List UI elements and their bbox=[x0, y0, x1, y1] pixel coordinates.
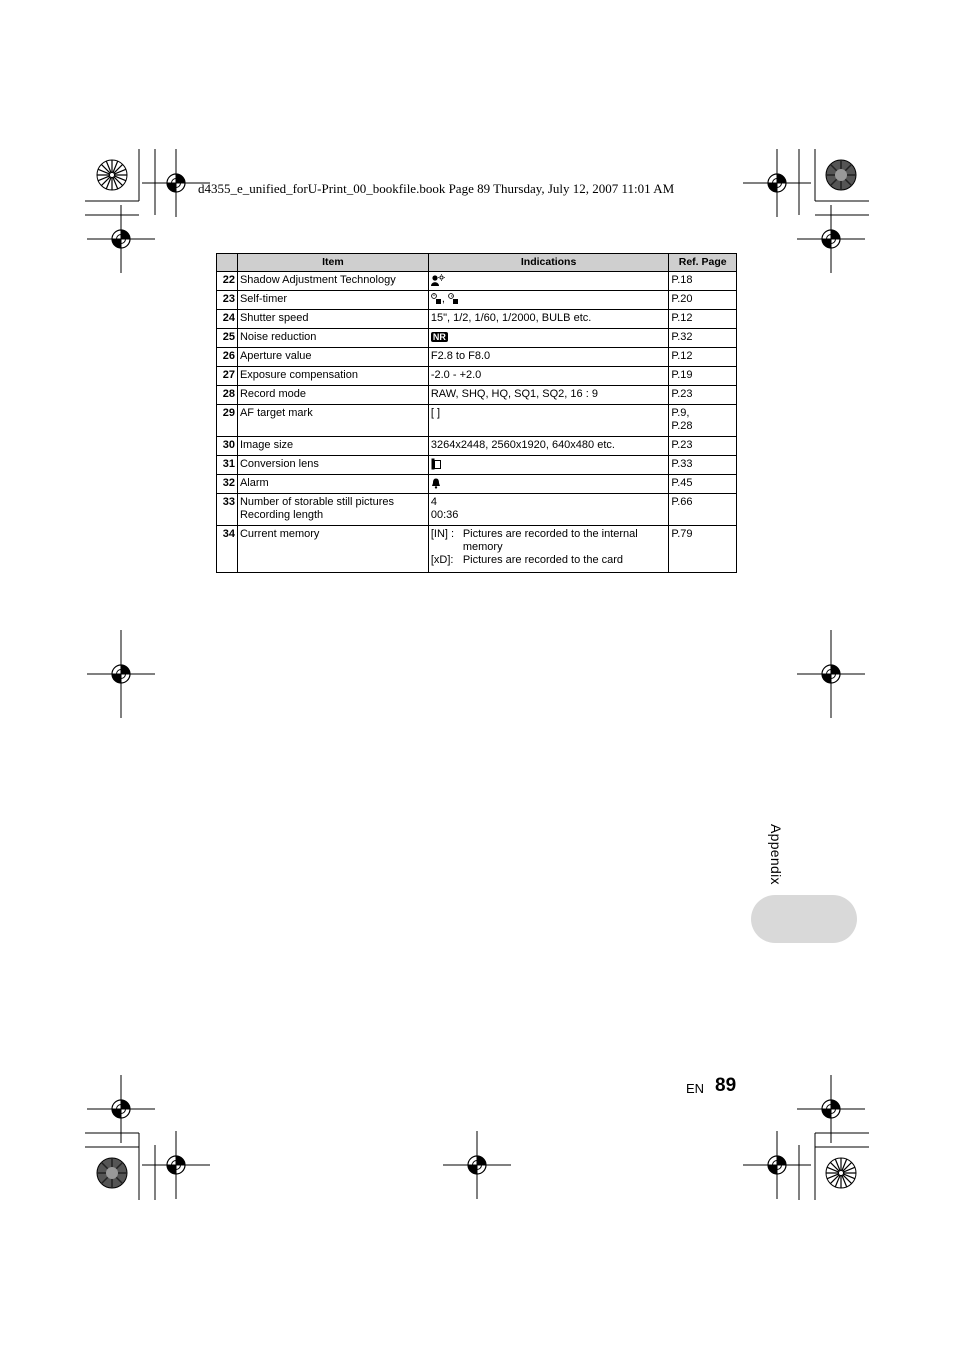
row-ref-page: P.79 bbox=[669, 526, 737, 573]
row-indication: 15", 1/2, 1/60, 1/2000, BULB etc. bbox=[428, 310, 668, 329]
row-ref-page: P.66 bbox=[669, 494, 737, 526]
row-number: 30 bbox=[217, 437, 238, 456]
row-number: 22 bbox=[217, 272, 238, 291]
row-item: AF target mark bbox=[237, 405, 428, 437]
row-indication: [ ] bbox=[428, 405, 668, 437]
row-number: 24 bbox=[217, 310, 238, 329]
print-header-line: d4355_e_unified_forU-Print_00_bookfile.book Page 89 Thursday, July 12, 2007 11:01 AM bbox=[198, 181, 675, 196]
row-ref-page: P.32 bbox=[669, 329, 737, 348]
row-ref-page: P.20 bbox=[669, 291, 737, 310]
row-indication bbox=[428, 475, 668, 494]
alarm-bell-icon bbox=[431, 478, 441, 489]
table-header-row bbox=[217, 254, 737, 272]
table-row bbox=[217, 494, 737, 526]
col-item-header: Item bbox=[237, 254, 428, 272]
row-item: Noise reduction bbox=[237, 329, 428, 348]
row-item: Self-timer bbox=[237, 291, 428, 310]
table-row bbox=[217, 405, 737, 437]
row-ref-page: P.12 bbox=[669, 310, 737, 329]
row-number: 28 bbox=[217, 386, 238, 405]
col-ref-header: Ref. Page bbox=[669, 254, 737, 272]
row-item: Exposure compensation bbox=[237, 367, 428, 386]
row-indication: , bbox=[428, 291, 668, 310]
col-indications-header: Indications bbox=[428, 254, 668, 272]
row-indication: 4 00:36 bbox=[428, 494, 668, 526]
row-number: 31 bbox=[217, 456, 238, 475]
row-ref-page: P.9, P.28 bbox=[669, 405, 737, 437]
table-row bbox=[217, 437, 737, 456]
memory-option: [xD]: Pictures are recorded to the card bbox=[430, 554, 624, 566]
row-ref-page: P.19 bbox=[669, 367, 737, 386]
row-indication: F2.8 to F8.0 bbox=[428, 348, 668, 367]
table-row bbox=[217, 475, 737, 494]
self-timer-icon bbox=[448, 293, 459, 305]
row-ref-page: P.45 bbox=[669, 475, 737, 494]
row-ref-page: P.12 bbox=[669, 348, 737, 367]
row-indication bbox=[428, 272, 668, 291]
row-indication bbox=[428, 526, 668, 573]
table-row bbox=[217, 310, 737, 329]
row-item: Number of storable still pictures Recording length bbox=[237, 494, 428, 526]
conversion-lens-icon bbox=[431, 458, 441, 470]
row-ref-page: P.18 bbox=[669, 272, 737, 291]
row-ref-page: P.33 bbox=[669, 456, 737, 475]
row-number: 26 bbox=[217, 348, 238, 367]
row-item: Shadow Adjustment Technology bbox=[237, 272, 428, 291]
table-row bbox=[217, 526, 737, 573]
row-indication bbox=[428, 456, 668, 475]
row-number: 27 bbox=[217, 367, 238, 386]
row-indication: -2.0 - +2.0 bbox=[428, 367, 668, 386]
row-number: 33 bbox=[217, 494, 238, 526]
row-ref-page: P.23 bbox=[669, 437, 737, 456]
row-number: 32 bbox=[217, 475, 238, 494]
section-tab bbox=[751, 895, 857, 943]
row-item: Conversion lens bbox=[237, 456, 428, 475]
row-item: Current memory bbox=[237, 526, 428, 573]
row-item: Record mode bbox=[237, 386, 428, 405]
table-row bbox=[217, 367, 737, 386]
row-number: 25 bbox=[217, 329, 238, 348]
shadow-adjustment-icon bbox=[431, 274, 445, 286]
page-language: EN bbox=[686, 1081, 705, 1096]
row-indication: RAW, SHQ, HQ, SQ1, SQ2, 16 : 9 bbox=[428, 386, 668, 405]
memory-option: [IN] : Pictures are recorded to the internal memory bbox=[430, 528, 638, 553]
row-number: 34 bbox=[217, 526, 238, 573]
col-num-header bbox=[217, 254, 238, 272]
table-row bbox=[217, 329, 737, 348]
table-row bbox=[217, 272, 737, 291]
table-row bbox=[217, 456, 737, 475]
table-row bbox=[217, 291, 737, 310]
table-row bbox=[217, 348, 737, 367]
row-ref-page: P.23 bbox=[669, 386, 737, 405]
page-number: 89 bbox=[715, 1075, 737, 1096]
row-item: Aperture value bbox=[237, 348, 428, 367]
row-item: Alarm bbox=[237, 475, 428, 494]
row-item: Shutter speed bbox=[237, 310, 428, 329]
section-tab-label: Appendix bbox=[768, 824, 784, 885]
row-number: 23 bbox=[217, 291, 238, 310]
row-number: 29 bbox=[217, 405, 238, 437]
noise-reduction-icon: NR bbox=[432, 332, 446, 342]
table-row bbox=[217, 386, 737, 405]
row-indication bbox=[428, 329, 668, 348]
indications-table bbox=[216, 253, 737, 573]
row-indication: 3264x2448, 2560x1920, 640x480 etc. bbox=[428, 437, 668, 456]
row-item: Image size bbox=[237, 437, 428, 456]
self-timer-icon bbox=[431, 293, 442, 305]
